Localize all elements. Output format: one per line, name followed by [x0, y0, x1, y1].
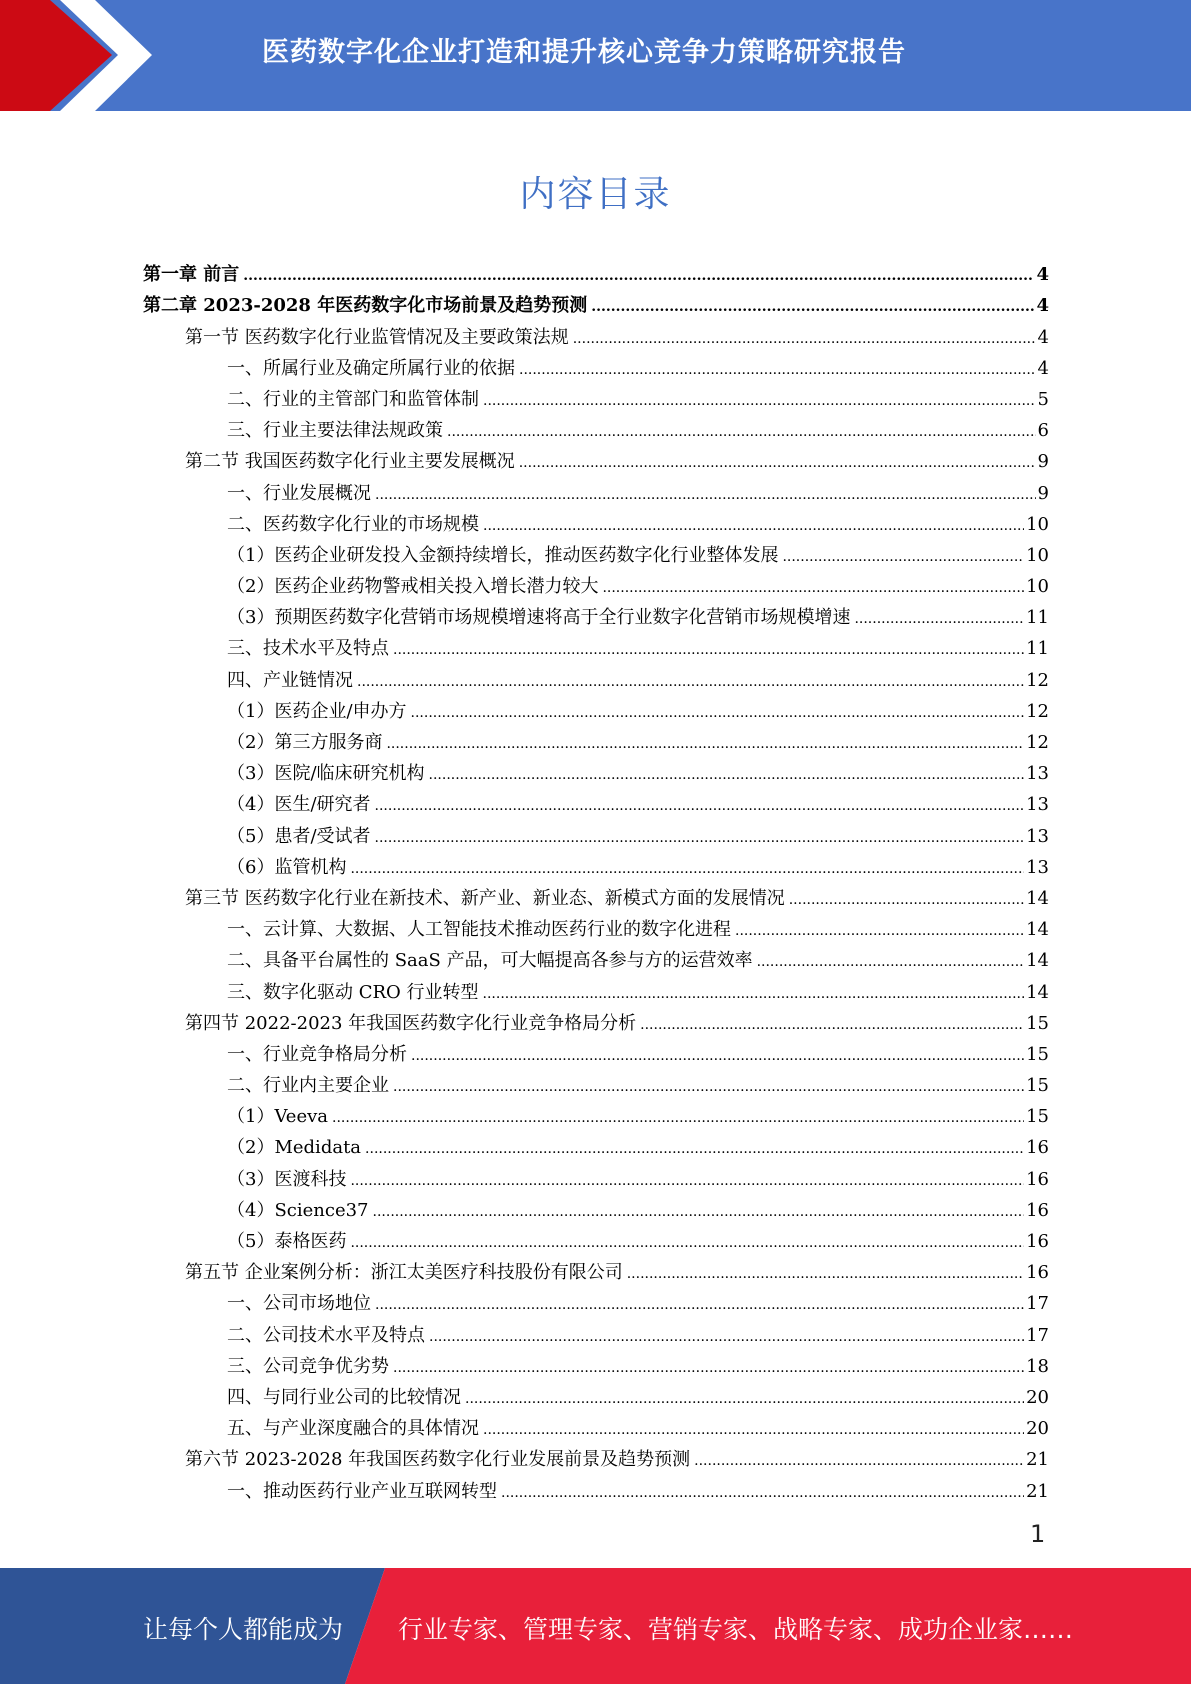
toc-entry-page: 4 — [1037, 326, 1049, 348]
toc-entry-label: （1）医药企业研发投入金额持续增长，推动医药数字化行业整体发展 — [227, 544, 779, 566]
toc-entry-page: 21 — [1026, 1480, 1049, 1502]
toc-entry[interactable] — [143, 380, 1049, 411]
page-header — [0, 0, 1191, 111]
toc-entry-page: 12 — [1026, 700, 1049, 722]
toc-entry[interactable] — [143, 317, 1049, 348]
toc-entry-page: 17 — [1026, 1293, 1049, 1315]
toc-entry[interactable] — [143, 785, 1049, 816]
toc-dot-leader — [357, 672, 1024, 692]
toc-entry[interactable] — [143, 598, 1049, 629]
toc-entry[interactable] — [143, 505, 1049, 536]
toc-entry[interactable] — [143, 848, 1049, 879]
toc-dot-leader — [350, 1233, 1024, 1253]
toc-entry[interactable] — [143, 972, 1049, 1003]
toc-entry-page: 18 — [1026, 1355, 1049, 1377]
toc-dot-leader — [447, 422, 1036, 442]
toc-dot-leader — [393, 640, 1024, 660]
toc-entry-label: 第一章 前言 — [143, 264, 240, 286]
toc-dot-leader — [640, 1015, 1024, 1035]
toc-dot-leader — [375, 485, 1036, 505]
toc-entry-label: 四、产业链情况 — [227, 669, 353, 691]
toc-heading: 内容目录 — [519, 174, 672, 215]
toc-entry-page: 15 — [1026, 1043, 1049, 1065]
toc-entry[interactable] — [143, 660, 1049, 691]
toc-entry-label: （2）医药企业药物警戒相关投入增长潜力较大 — [227, 576, 599, 598]
toc-entry-page: 11 — [1026, 607, 1049, 629]
toc-entry-page: 16 — [1026, 1137, 1049, 1159]
toc-entry[interactable] — [143, 1378, 1049, 1409]
toc-entry-label: 四、与同行业公司的比较情况 — [227, 1386, 461, 1408]
toc-entry[interactable] — [143, 1097, 1049, 1128]
toc-entry-page: 13 — [1026, 763, 1049, 785]
toc-entry-label: （5）患者/受试者 — [227, 825, 371, 847]
toc-dot-leader — [375, 1295, 1024, 1315]
toc-entry-label: 三、公司竞争优劣势 — [227, 1355, 389, 1377]
toc-entry-label: 三、数字化驱动 CRO 行业转型 — [227, 981, 479, 1003]
toc-dot-leader — [411, 703, 1025, 723]
toc-entry-label: （5）泰格医药 — [227, 1231, 347, 1252]
toc-dot-leader — [483, 391, 1036, 411]
toc-dot-leader — [373, 1202, 1025, 1222]
toc-entry[interactable] — [143, 1347, 1049, 1378]
toc-dot-leader — [782, 547, 1024, 567]
toc-dot-leader — [465, 1389, 1024, 1409]
toc-entry[interactable] — [143, 1315, 1049, 1346]
footer-slogan-left: 让每个人都能成为 — [143, 1615, 344, 1644]
toc-dot-leader — [429, 1327, 1024, 1347]
toc-entry[interactable] — [143, 754, 1049, 785]
toc-dot-leader — [350, 1171, 1024, 1191]
toc-entry-page: 17 — [1026, 1324, 1049, 1346]
toc-entry-page: 16 — [1026, 1262, 1049, 1284]
toc-entry-label: 二、医药数字化行业的市场规模 — [227, 513, 479, 535]
toc-entry-label: 五、与产业深度融合的具体情况 — [227, 1418, 479, 1440]
toc-dot-leader — [483, 516, 1024, 536]
toc-dot-leader — [854, 609, 1024, 629]
toc-entry[interactable] — [143, 255, 1049, 286]
toc-dot-leader — [483, 984, 1025, 1004]
toc-dot-leader — [627, 1264, 1024, 1284]
toc-dot-leader — [429, 765, 1025, 785]
toc-entry-label: 三、技术水平及特点 — [227, 638, 389, 660]
toc-entry-page: 14 — [1026, 950, 1049, 972]
toc-entry-label: （3）医院/临床研究机构 — [227, 763, 425, 785]
page-number: 1 — [1030, 1520, 1046, 1548]
toc-entry[interactable] — [143, 879, 1049, 910]
toc-entry[interactable] — [143, 1253, 1049, 1284]
toc-entry[interactable] — [143, 941, 1049, 972]
toc-dot-leader — [501, 1483, 1024, 1503]
toc-entry[interactable] — [143, 1004, 1049, 1035]
toc-entry[interactable] — [143, 1222, 1049, 1253]
toc-entry-page: 9 — [1037, 482, 1049, 504]
toc-dot-leader — [789, 890, 1024, 910]
toc-dot-leader — [375, 828, 1025, 848]
toc-dot-leader — [573, 329, 1036, 349]
toc-entry-page: 16 — [1026, 1231, 1049, 1252]
toc-dot-leader — [519, 360, 1036, 380]
toc-entry-page: 14 — [1026, 919, 1049, 941]
toc-entry-page: 13 — [1026, 856, 1049, 878]
toc-entry[interactable] — [143, 629, 1049, 660]
toc-entry-page: 16 — [1026, 1168, 1049, 1190]
page-footer — [0, 1568, 1191, 1684]
toc-entry-page: 14 — [1026, 887, 1049, 909]
toc-entry-label: 一、公司市场地位 — [227, 1293, 371, 1315]
toc-dot-leader — [243, 266, 1034, 286]
toc-entry[interactable] — [143, 692, 1049, 723]
toc-entry[interactable] — [143, 1440, 1049, 1471]
toc-entry[interactable] — [143, 1284, 1049, 1315]
toc-dot-leader — [483, 1420, 1024, 1440]
toc-dot-leader — [694, 1451, 1024, 1471]
toc-entry-label: 第二节 我国医药数字化行业主要发展概况 — [185, 451, 515, 473]
toc-entry-label: 一、行业竞争格局分析 — [227, 1043, 407, 1065]
toc-entry[interactable] — [143, 1128, 1049, 1159]
toc-entry-page: 10 — [1026, 513, 1049, 535]
toc-entry-label: （2）Medidata — [227, 1137, 362, 1159]
toc-entry[interactable] — [143, 349, 1049, 380]
toc-dot-leader — [375, 796, 1025, 816]
toc-entry-label: （2）第三方服务商 — [227, 732, 383, 753]
toc-entry-page: 4 — [1036, 295, 1049, 317]
toc-entry-label: 二、具备平台属性的 SaaS 产品，可大幅提高各参与方的运营效率 — [227, 950, 753, 972]
toc-entry-label: 第三节 医药数字化行业在新技术、新产业、新业态、新模式方面的发展情况 — [185, 887, 785, 909]
toc-dot-leader — [393, 1358, 1024, 1378]
toc-dot-leader — [411, 1046, 1024, 1066]
toc-entry[interactable] — [143, 473, 1049, 504]
toc-entry[interactable] — [143, 1409, 1049, 1440]
toc-entry-page: 6 — [1037, 420, 1049, 442]
toc-entry[interactable] — [143, 411, 1049, 442]
toc-entry-page: 12 — [1026, 732, 1049, 753]
toc-dot-leader — [393, 1077, 1024, 1097]
toc-entry-label: 第一节 医药数字化行业监管情况及主要政策法规 — [185, 326, 569, 348]
toc-dot-leader — [350, 859, 1024, 879]
toc-entry-page: 10 — [1026, 544, 1049, 566]
toc-entry[interactable] — [143, 1035, 1049, 1066]
toc-dot-leader — [735, 921, 1024, 941]
table-of-contents — [143, 255, 1049, 1503]
toc-entry-page: 15 — [1026, 1012, 1049, 1034]
toc-dot-leader — [602, 578, 1024, 598]
toc-entry-label: 一、行业发展概况 — [227, 482, 371, 504]
toc-dot-leader — [757, 952, 1025, 972]
footer-slogan-right: 行业专家、管理专家、营销专家、战略专家、成功企业家…… — [398, 1615, 1074, 1644]
toc-entry-page: 13 — [1026, 794, 1049, 816]
toc-entry-page: 14 — [1026, 981, 1049, 1003]
toc-entry-label: 三、行业主要法律法规政策 — [227, 420, 443, 442]
toc-entry[interactable] — [143, 1471, 1049, 1502]
toc-entry-page: 13 — [1026, 825, 1049, 847]
report-title: 医药数字化企业打造和提升核心竞争力策略研究报告 — [262, 37, 906, 68]
toc-entry-label: 二、行业的主管部门和监管体制 — [227, 388, 479, 410]
toc-entry[interactable] — [143, 1066, 1049, 1097]
toc-dot-leader — [365, 1139, 1024, 1159]
toc-entry-label: 二、行业内主要企业 — [227, 1075, 389, 1097]
toc-dot-leader — [519, 453, 1036, 473]
toc-entry-label: （1）医药企业/申办方 — [227, 700, 407, 722]
toc-entry-label: 二、公司技术水平及特点 — [227, 1324, 425, 1346]
toc-entry-page: 9 — [1037, 451, 1049, 473]
toc-entry-label: 第五节 企业案例分析：浙江太美医疗科技股份有限公司 — [185, 1262, 623, 1284]
toc-dot-leader — [332, 1108, 1024, 1128]
toc-entry[interactable] — [143, 536, 1049, 567]
toc-entry-page: 15 — [1026, 1106, 1049, 1128]
toc-entry[interactable] — [143, 567, 1049, 598]
toc-entry[interactable] — [143, 816, 1049, 847]
toc-entry-label: 第四节 2022-2023 年我国医药数字化行业竞争格局分析 — [185, 1012, 637, 1034]
toc-entry-label: （4）Science37 — [227, 1199, 369, 1221]
toc-entry-page: 10 — [1026, 576, 1049, 598]
toc-entry-label: 一、云计算、大数据、人工智能技术推动医药行业的数字化进程 — [227, 919, 731, 941]
toc-entry-page: 15 — [1026, 1075, 1049, 1097]
toc-entry[interactable] — [143, 442, 1049, 473]
toc-entry-page: 16 — [1026, 1199, 1049, 1221]
toc-entry-label: 一、所属行业及确定所属行业的依据 — [227, 357, 515, 379]
toc-entry-label: （1）Veeva — [227, 1106, 329, 1128]
toc-entry-page: 11 — [1026, 638, 1049, 660]
toc-entry[interactable] — [143, 910, 1049, 941]
toc-entry[interactable] — [143, 1159, 1049, 1190]
toc-entry-label: 第二章 2023-2028 年医药数字化市场前景及趋势预测 — [143, 295, 588, 317]
toc-dot-leader — [386, 734, 1024, 754]
toc-entry-page: 5 — [1037, 388, 1049, 410]
toc-entry-page: 4 — [1036, 264, 1049, 286]
toc-entry[interactable] — [143, 286, 1049, 317]
toc-entry-label: 一、推动医药行业产业互联网转型 — [227, 1480, 497, 1502]
toc-entry-page: 20 — [1026, 1418, 1049, 1440]
toc-entry[interactable] — [143, 723, 1049, 754]
toc-entry-label: （3）医渡科技 — [227, 1168, 347, 1190]
toc-entry-page: 21 — [1026, 1449, 1049, 1471]
toc-dot-leader — [591, 297, 1034, 317]
toc-entry-label: （3）预期医药数字化营销市场规模增速将高于全行业数字化营销市场规模增速 — [227, 607, 851, 629]
toc-entry-label: （4）医生/研究者 — [227, 794, 371, 816]
toc-entry-label: 第六节 2023-2028 年我国医药数字化行业发展前景及趋势预测 — [185, 1449, 691, 1471]
toc-entry-page: 12 — [1026, 669, 1049, 691]
toc-entry-page: 20 — [1026, 1386, 1049, 1408]
toc-entry-label: （6）监管机构 — [227, 856, 347, 878]
toc-entry[interactable] — [143, 1191, 1049, 1222]
toc-entry-page: 4 — [1037, 357, 1049, 379]
